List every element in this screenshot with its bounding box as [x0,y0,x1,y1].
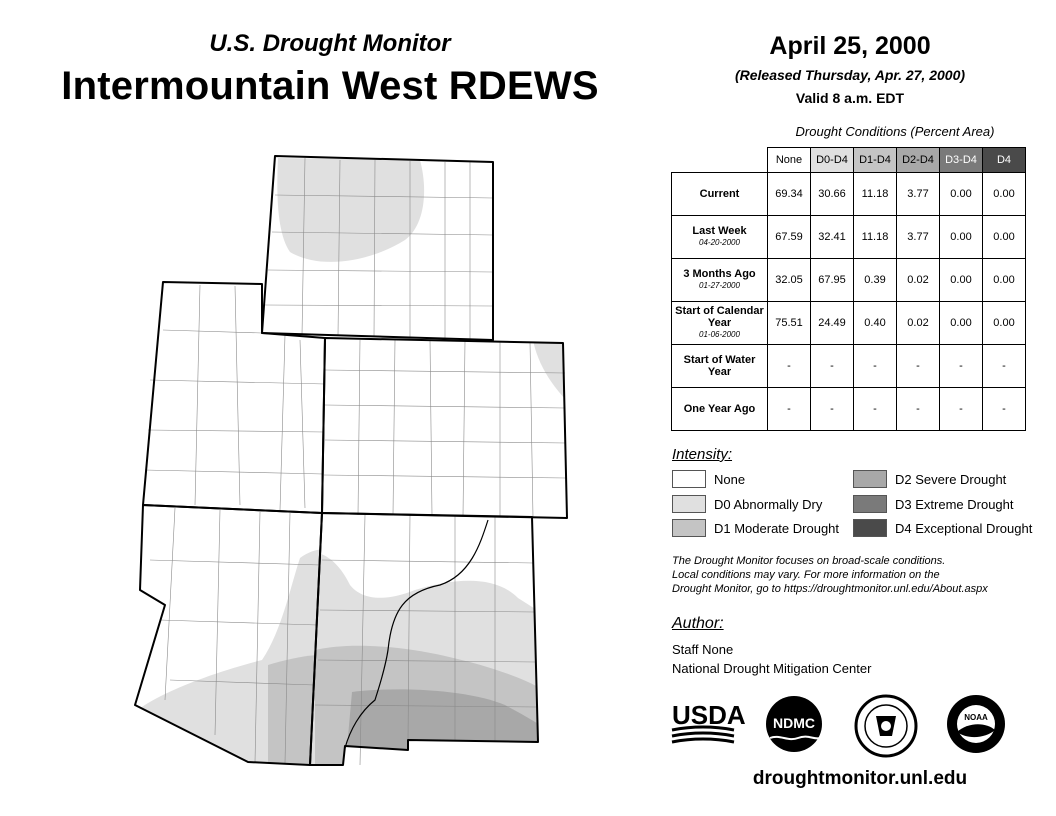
row-label-text: One Year Ago [683,403,756,415]
agency-logos [668,692,1020,760]
table-cell: - [983,345,1026,388]
legend-item-none [672,470,745,488]
table-row [672,173,1026,216]
table-row [672,259,1026,302]
svg-text:USDA: USDA [672,700,746,730]
legend-label: D3 Extreme Drought [895,496,1014,512]
table-cell: - [854,345,897,388]
table-cell: 0.00 [940,259,983,302]
table-cell: 67.59 [768,216,811,259]
table-cell: 0.00 [940,302,983,345]
row-label [672,302,768,345]
col-header-d1-d4: D1-D4 [854,148,897,173]
table-cell: - [983,388,1026,431]
table-cell: 75.51 [768,302,811,345]
row-label [672,388,768,431]
svg-text:NDMC: NDMC [773,715,815,731]
row-label [672,173,768,216]
col-header-d4: D4 [983,148,1026,173]
drought-map [100,150,580,780]
table-cell: - [897,388,940,431]
row-date: 04-20-2000 [699,238,740,247]
legend-swatch [853,519,887,537]
col-header-d3-d4: D3-D4 [940,148,983,173]
table-cell: 0.00 [940,173,983,216]
row-label-text: Start of Water Year [683,354,756,378]
legend-swatch [672,519,706,537]
table-cell: 11.18 [854,216,897,259]
legend-swatch [672,470,706,488]
valid-time: Valid 8 a.m. EDT [795,90,905,106]
table-cell: 0.00 [983,216,1026,259]
table-row [672,388,1026,431]
author-name: Staff None [672,642,734,657]
usda-logo-icon [672,700,746,742]
ndmc-logo-icon [766,696,822,752]
legend-swatch [853,470,887,488]
legend-label: None [714,471,746,487]
legend-item-d2 [853,470,1006,488]
table-cell: 32.05 [768,259,811,302]
table-cell: 0.00 [940,216,983,259]
legend-label: D2 Severe Drought [895,471,1007,487]
svg-text:NOAA: NOAA [964,713,988,722]
table-cell: 0.00 [983,173,1026,216]
table-cell: 32.41 [811,216,854,259]
table-cell: - [811,388,854,431]
drought-conditions-table [671,147,1026,431]
legend-item-d0 [672,495,822,513]
table-cell: 67.95 [811,259,854,302]
map-date: April 25, 2000 [769,32,931,60]
table-cell: - [940,388,983,431]
row-label-text: Last Week [692,225,747,237]
disclaimer-note [672,554,1032,596]
note-line: The Drought Monitor focuses on broad-scale conditions. [672,555,946,567]
table-cell: - [768,345,811,388]
table-cell: 0.00 [983,259,1026,302]
map-title: U.S. Drought Monitor [209,30,451,57]
commerce-seal-icon [856,696,916,756]
table-corner [672,148,768,173]
table-row [672,345,1026,388]
row-label [672,259,768,302]
table-cell: 0.02 [897,302,940,345]
table-row [672,216,1026,259]
table-cell: - [811,345,854,388]
table-cell: - [940,345,983,388]
region-title: Intermountain West RDEWS [61,64,599,108]
col-header-none: None [768,148,811,173]
legend-swatch [672,495,706,513]
table-cell: - [768,388,811,431]
legend-item-d4 [853,519,1032,537]
table-cell: 3.77 [897,216,940,259]
table-cell: - [854,388,897,431]
col-header-d2-d4: D2-D4 [897,148,940,173]
table-cell: 3.77 [897,173,940,216]
table-row [672,302,1026,345]
row-date: 01-27-2000 [699,281,740,290]
row-label [672,345,768,388]
author-heading: Author: [672,615,724,632]
release-date: (Released Thursday, Apr. 27, 2000) [734,67,966,83]
col-header-d0-d4: D0-D4 [811,148,854,173]
table-cell: 24.49 [811,302,854,345]
row-label-text: 3 Months Ago [683,268,756,280]
legend-swatch [853,495,887,513]
row-date: 01-06-2000 [699,330,740,339]
table-cell: 0.00 [983,302,1026,345]
table-cell: 0.39 [854,259,897,302]
table-cell: 69.34 [768,173,811,216]
conditions-caption: Drought Conditions (Percent Area) [795,124,995,139]
legend-title: Intensity: [672,446,733,463]
table-cell: 30.66 [811,173,854,216]
note-line: Drought Monitor, go to https://droughtmonitor.unl.edu/About.aspx [672,583,988,595]
row-label-text: Start of Calendar Year [675,305,764,329]
legend-item-d1 [672,519,839,537]
footer-site-url[interactable]: droughtmonitor.unl.edu [752,768,968,789]
table-cell: - [897,345,940,388]
note-line: Local conditions may vary. For more information on the [672,569,940,581]
legend-item-d3 [853,495,1014,513]
table-cell: 11.18 [854,173,897,216]
author-organization: National Drought Mitigation Center [672,661,872,676]
row-label-text: Current [699,188,740,200]
table-cell: 0.40 [854,302,897,345]
table-cell: 0.02 [897,259,940,302]
legend-label: D1 Moderate Drought [714,520,840,536]
row-label [672,216,768,259]
legend-label: D0 Abnormally Dry [714,496,823,512]
legend-label: D4 Exceptional Drought [895,520,1033,536]
table-header-row [672,148,1026,173]
noaa-logo-icon [947,695,1005,753]
